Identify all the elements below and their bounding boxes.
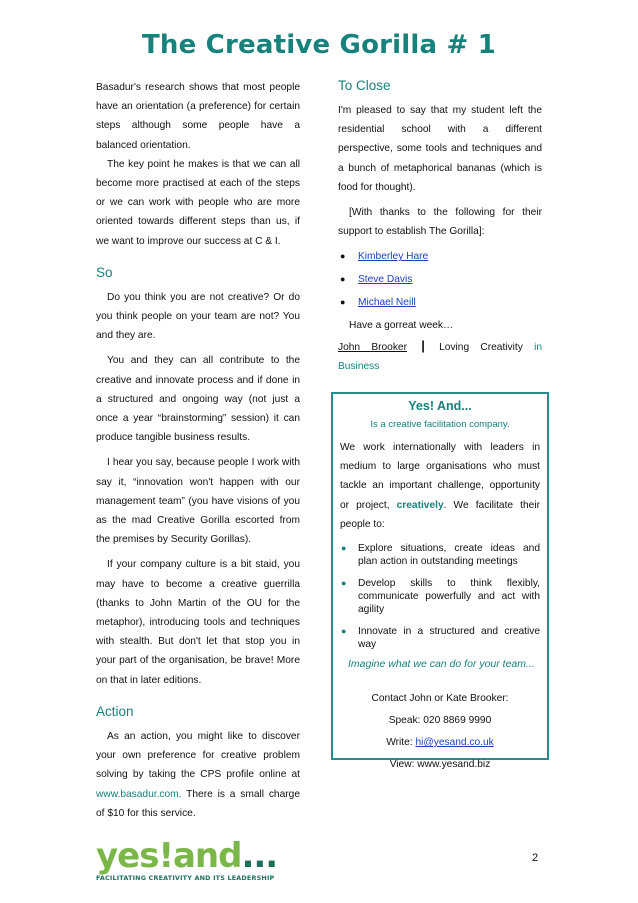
list-item <box>338 291 542 314</box>
close-paragraph-2: [With thanks to the following for their support to establish The Gorilla]: <box>338 207 542 238</box>
box-bullet-list <box>340 542 540 651</box>
box-bullet-3: ● Innovate in a structured and creative way <box>340 625 540 651</box>
view-line[interactable]: View: www.yesand.biz <box>389 759 491 771</box>
thanks-list <box>338 245 542 314</box>
list-item <box>338 245 542 268</box>
close-paragraph-1: I'm pleased to say that my student left the residential school with a different perspective, some tools and techniques and a bunch of metaphorical bananas (which is food for thought). <box>338 105 542 193</box>
so-paragraph-1: Do you think you are not creative? Or do you think people on your team are not? You and they are. <box>96 291 300 342</box>
box-bullet-1: ● Explore situations, create ideas and plan action in outstanding meetings <box>340 542 540 568</box>
contact-line: Contact John or Kate Brooker: <box>371 693 509 705</box>
to-close-heading: To Close <box>338 78 391 93</box>
box-bullet-2: ● Develop skills to think flexibly, communicate powerfully and act with agility <box>340 577 540 616</box>
page-title: The Creative Gorilla # 1 <box>141 30 497 60</box>
speak-line: Speak: 020 8869 9990 <box>388 715 492 727</box>
yes-and-logo <box>96 838 277 882</box>
action-text-a: As an action, you might like to discover your own preference for creative problem solving by taking the CPS profile online at <box>96 730 300 781</box>
signature-separator: | <box>421 337 425 353</box>
thanks-link-steve-davis[interactable]: Steve Davis <box>358 274 413 286</box>
email-link[interactable]: hi@yesand.co.uk <box>415 737 494 749</box>
box-heading: Yes! And... <box>408 399 472 413</box>
imagine-tagline: Imagine what we can do for your team... <box>348 658 535 671</box>
thanks-link-kimberley-hare[interactable]: Kimberley Hare <box>358 251 429 263</box>
box-subheading: Is a creative facilitation company. <box>370 419 510 430</box>
action-paragraph <box>96 727 300 823</box>
logo-wordmark <box>96 838 277 874</box>
action-heading: Action <box>96 703 134 719</box>
so-paragraph-4: If your company culture is a bit staid, you may have to become a creative guerrilla (thanks to John Martin of the OU for the metaphor), introducing tools and techniques with stealth. But don't let that stop you in your part of the organisation, be brave! More on that in later editions. <box>96 559 300 686</box>
left-column <box>96 78 300 823</box>
signature-tagline-a: Loving Creativity <box>439 341 523 353</box>
sign-off: Have a gorreat week… <box>349 320 454 332</box>
box-paragraph <box>340 438 540 534</box>
so-paragraph-2: You and they can all contribute to the creative and innovate process and if done in a structured and ongoing way (not just a once a year “brainstorming” session) it can produce tangible business results. <box>96 355 300 444</box>
contact-block <box>340 688 540 776</box>
page-number: 2 <box>532 852 539 864</box>
yes-and-info-box <box>331 392 549 771</box>
thanks-link-michael-neill[interactable]: Michael Neill <box>358 297 416 309</box>
basadur-link[interactable]: www.basadur.com. <box>96 788 182 800</box>
box-text-a: We work internationally with leaders in medium to large organisations who must tackle an important challenge, opportunity or project, <box>340 442 540 511</box>
signature-line <box>338 336 542 376</box>
action-text-b: There is a small charge of $10 for this service. <box>96 788 300 819</box>
logo-tagline: FACILITATING CREATIVITY AND ITS LEADERSHIP <box>96 874 275 882</box>
intro-paragraph-2: The key point he makes is that we can all become more practised at each of the steps or we can work with people who are more oriented towards different steps than us, if we want to improve our success at C & I. <box>96 158 300 247</box>
write-line <box>340 732 540 754</box>
intro-paragraph-1: Basadur's research shows that most people have an orientation (a preference) for certain steps although some people have a balanced orientation. <box>96 82 300 151</box>
signature-name: John Brooker <box>338 341 407 353</box>
logo-dots: ... <box>241 836 278 876</box>
box-text-b: . We facilitate their people to: <box>340 499 540 530</box>
so-paragraph-3: I hear you say, because people I work with say it, “innovation won't happen with our management team” (you have visions of you as the mad Creative Gorilla escorted from the premises by Security Gorillas). <box>96 457 300 546</box>
box-highlight: creatively <box>396 499 444 511</box>
list-item <box>338 268 542 291</box>
logo-word-a: yes!and <box>96 836 242 876</box>
so-heading: So <box>96 264 113 280</box>
right-column <box>338 78 542 376</box>
write-label: Write: <box>386 737 413 749</box>
signature-tagline-b: in Business <box>338 341 542 372</box>
